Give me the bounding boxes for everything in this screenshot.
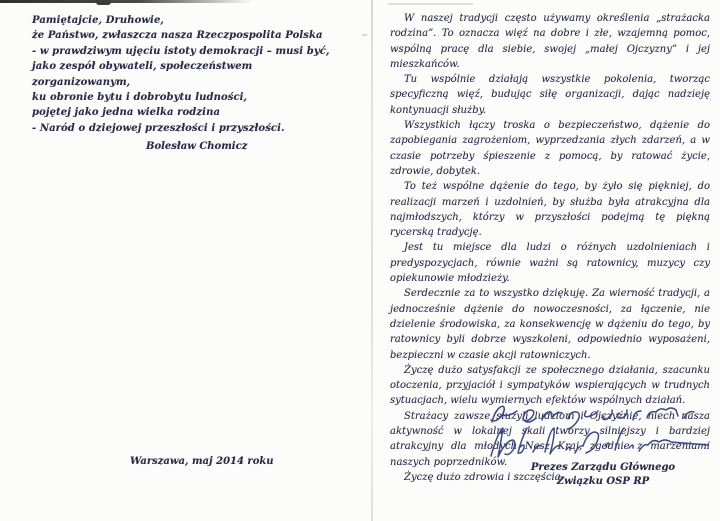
scan-notch-artifact: [96, 0, 111, 5]
quote-line: jako zespół obywateli, społeczeństwem zorganizowanym,: [32, 61, 253, 88]
scan-line-artifact: [388, 3, 473, 5]
scan-edge-artifact: [0, 0, 253, 3]
quote-line: pojętej jako jedna wielka rodzina: [32, 107, 221, 119]
quote-author: Bolesław Chomicz: [146, 141, 248, 152]
handwritten-closing-stroke: [491, 406, 694, 429]
letter-paragraph: W naszej tradycji często używamy określenia „strażacka rodzina”. To oznacza więź na dobre i złe, wzajemną pomoc, wspólną pracę dla siebie, swojej „małej Ojczyzny” i jej mieszkańców.: [390, 13, 710, 70]
quote-line: ku obronie bytu i dobrobytu ludności,: [32, 92, 248, 104]
letter-paragraph: Jest tu miejsce dla ludzi o różnych uzdolnieniach i predyspozycjach, równie ważni są ratownicy, muzycy czy opiekunowie młodzieży.: [390, 242, 710, 285]
letter-paragraph: Życzę dużo zdrowia i szczęścia: [404, 471, 561, 483]
letter-paragraph: Wszystkich łączy troska o bezpieczeństwo, dążenie do zapobiegania zagrożeniom, wyprzedzania złych zdarzeń, a w czasie potrzeby śpieszenie z pomocą, by ratować życie, zdrowie, dobytek.: [390, 120, 710, 177]
signoff-title: [513, 461, 693, 488]
page-fold-divider: [371, 0, 373, 521]
quote-line: - w prawdziwym ujęciu istoty demokracji – musi być,: [32, 45, 330, 57]
letter-paragraph: Serdecznie za to wszystko dziękuję. Za wierność tradycji, a jednocześnie dążenie do nowoczesności, za łączenie, nie dzielenie środowiska, za konsekwencję w dążeniu do tego, by ratownicy byli dobrze wyszkoleni, odpowiednio wyposażeni, bezpieczni w czasie akcji ratowniczych.: [390, 288, 710, 361]
letter-paragraph: To też wspólne dążenie do tego, by żyło się piękniej, do realizacji marzeń i uzdolnień, by służba była atrakcyjna dla najmłodszych, którzy w przyszłości podejmą tę piękną rycerską tradycję.: [390, 181, 710, 239]
signoff-title-line2: Związku OSP RP: [556, 475, 650, 487]
quote-line: Pamiętajcie, Druhowie,: [32, 15, 165, 26]
dateline: Warszawa, maj 2014 roku: [130, 456, 274, 467]
signoff-title-line1: Prezes Zarządu Głównego: [530, 462, 676, 473]
handwritten-name-stroke: [491, 428, 708, 457]
letter-paragraph: Tu wspólnie działają wszystkie pokolenia, tworząc specyficzną więź, budując siłę organizacji, dając nadzieję kontynuacji służby.: [390, 74, 710, 116]
quote-block: [32, 13, 332, 136]
letter-paragraph: Strażacy zawsze służyli ludziom i Ojczyźnie, niech nasza aktywność w lokalnej skali tworzy silniejszy i bardziej atrakcyjny dla młodych Nasz Kraj, zgodnie z marzeniami naszych poprzedników.: [390, 410, 710, 468]
quote-line: że Państwo, zwłaszcza nasza Rzeczpospolita Polska: [32, 30, 323, 42]
scan-speck-artifact: [362, 34, 367, 36]
letter-paragraph: Życzę dużo satysfakcji ze społecznego działania, szacunku otoczenia, przyjaciół i sympatyków wspierających w trudnych sytuacjach, wielu wymiernych efektów wspólnych działań.: [390, 364, 710, 407]
quote-line: - Naród o dziejowej przeszłości i przyszłości.: [32, 122, 285, 134]
